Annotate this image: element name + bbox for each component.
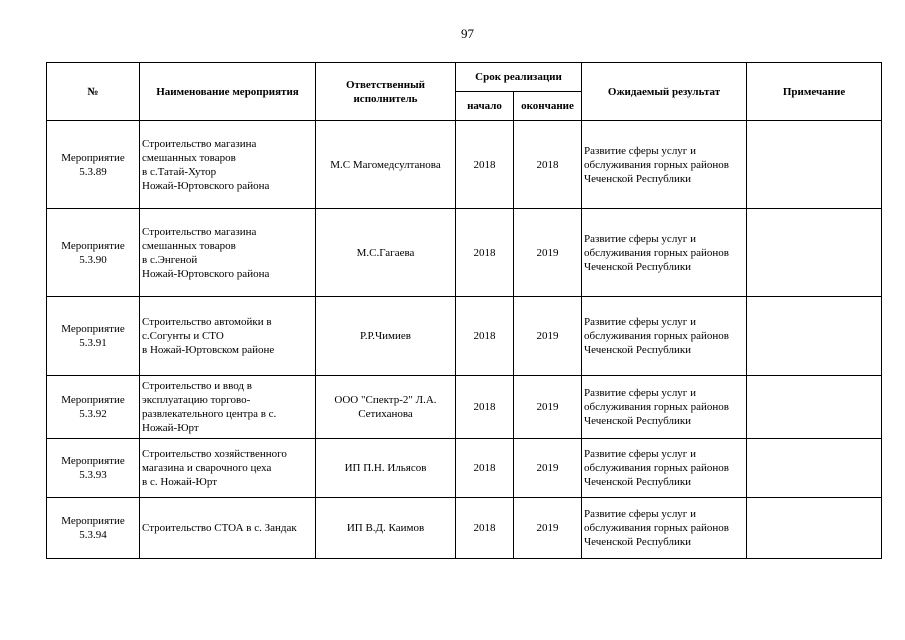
measure-name-line: магазина и сварочного цеха bbox=[142, 462, 272, 474]
measure-label: Мероприятие bbox=[61, 151, 125, 164]
measure-number-cell bbox=[47, 209, 140, 297]
measure-label: Мероприятие bbox=[61, 323, 125, 335]
measure-number-cell bbox=[47, 498, 140, 559]
table-row bbox=[47, 209, 882, 297]
measure-label: Мероприятие bbox=[61, 455, 125, 467]
result-line: Развитие сферы услуг и bbox=[584, 448, 696, 460]
table-row bbox=[47, 498, 882, 559]
responsible-cell: ИП В.Д. Каимов bbox=[316, 498, 456, 559]
page-number: 97 bbox=[461, 26, 474, 41]
start-year-cell: 2018 bbox=[456, 439, 514, 498]
note-cell bbox=[747, 376, 882, 439]
measure-name-line: эксплуатацию торгово- bbox=[142, 394, 251, 406]
result-line: обслуживания горных районов bbox=[584, 401, 729, 413]
measure-code: 5.3.94 bbox=[79, 529, 107, 541]
measure-code: 5.3.93 bbox=[79, 469, 107, 481]
responsible-cell: М.С.Гагаева bbox=[316, 209, 456, 297]
measure-name-line: смешанных товаров bbox=[142, 151, 236, 164]
start-year-cell: 2018 bbox=[456, 297, 514, 376]
result-line: Чеченской Республики bbox=[584, 415, 692, 427]
end-year-cell: 2019 bbox=[514, 376, 582, 439]
result-line: Развитие сферы услуг и bbox=[584, 387, 696, 399]
note-cell bbox=[747, 297, 882, 376]
result-line: Развитие сферы услуг и bbox=[584, 508, 696, 520]
start-year-cell: 2018 bbox=[456, 498, 514, 559]
end-year-cell: 2019 bbox=[514, 297, 582, 376]
result-line: Чеченской Республики bbox=[584, 344, 692, 356]
result-cell bbox=[582, 209, 747, 297]
result-line: обслуживания горных районов bbox=[584, 522, 729, 534]
end-year-cell: 2019 bbox=[514, 439, 582, 498]
result-line: Развитие сферы услуг и bbox=[584, 144, 696, 157]
measure-name-cell bbox=[140, 498, 316, 559]
result-line: обслуживания горных районов bbox=[584, 462, 729, 474]
result-line: обслуживания горных районов bbox=[584, 330, 729, 342]
measure-code: 5.3.92 bbox=[79, 408, 107, 420]
measure-name-line: Ножай-Юрт bbox=[142, 422, 199, 434]
measure-name-line: Строительство магазина bbox=[142, 225, 257, 238]
measure-number-cell bbox=[47, 121, 140, 209]
start-year-cell: 2018 bbox=[456, 121, 514, 209]
end-year-cell: 2019 bbox=[514, 209, 582, 297]
measure-name-line: Строительство хозяйственного bbox=[142, 448, 287, 460]
header-end: окончание bbox=[514, 92, 582, 121]
responsible-cell: Р.Р.Чимиев bbox=[316, 297, 456, 376]
header-responsible: Ответственный исполнитель bbox=[316, 63, 456, 121]
note-cell bbox=[747, 439, 882, 498]
table-header-row bbox=[47, 63, 882, 92]
header-note: Примечание bbox=[747, 63, 882, 121]
measure-label: Мероприятие bbox=[61, 239, 125, 252]
measure-name-line: в с.Энгеной bbox=[142, 253, 198, 266]
measure-name-cell bbox=[140, 376, 316, 439]
header-result: Ожидаемый результат bbox=[582, 63, 747, 121]
measure-name-line: развлекательного центра в с. bbox=[142, 408, 277, 420]
result-line: Развитие сферы услуг и bbox=[584, 316, 696, 328]
measure-name-line: Ножай-Юртовского района bbox=[142, 179, 270, 192]
measure-code: 5.3.90 bbox=[79, 253, 107, 266]
header-start: начало bbox=[456, 92, 514, 121]
table-row bbox=[47, 439, 882, 498]
measure-code: 5.3.89 bbox=[79, 165, 107, 178]
measure-name-line: в с.Татай-Хутор bbox=[142, 165, 217, 178]
result-cell bbox=[582, 297, 747, 376]
result-line: Чеченской Республики bbox=[584, 260, 692, 273]
measure-name-line: Строительство магазина bbox=[142, 137, 257, 150]
result-cell bbox=[582, 439, 747, 498]
result-line: обслуживания горных районов bbox=[584, 246, 729, 259]
end-year-cell: 2018 bbox=[514, 121, 582, 209]
responsible-cell: ООО "Спектр-2" Л.А. Сетиханова bbox=[316, 376, 456, 439]
measure-name-line: Ножай-Юртовского района bbox=[142, 267, 270, 280]
result-line: Развитие сферы услуг и bbox=[584, 232, 696, 245]
measure-name-cell bbox=[140, 121, 316, 209]
measure-code: 5.3.91 bbox=[79, 337, 107, 349]
result-cell bbox=[582, 376, 747, 439]
measure-number-cell bbox=[47, 439, 140, 498]
table-row bbox=[47, 376, 882, 439]
measure-label: Мероприятие bbox=[61, 515, 125, 527]
measure-name-line: Строительство и ввод в bbox=[142, 380, 252, 392]
table-row bbox=[47, 297, 882, 376]
result-line: Чеченской Республики bbox=[584, 536, 692, 548]
measure-name-cell bbox=[140, 439, 316, 498]
header-num: № bbox=[47, 63, 140, 121]
measure-label: Мероприятие bbox=[61, 394, 125, 406]
measure-name-line: в с. Ножай-Юрт bbox=[142, 476, 217, 488]
result-cell bbox=[582, 498, 747, 559]
result-cell bbox=[582, 121, 747, 209]
measure-name-cell bbox=[140, 209, 316, 297]
measure-name-line: в Ножай-Юртовском районе bbox=[142, 344, 275, 356]
header-period: Срок реализации bbox=[456, 63, 582, 92]
responsible-cell: М.С Магомедсултанова bbox=[316, 121, 456, 209]
header-name: Наименование мероприятия bbox=[140, 63, 316, 121]
measure-name-cell bbox=[140, 297, 316, 376]
measure-name-line: смешанных товаров bbox=[142, 239, 236, 252]
result-line: Чеченской Республики bbox=[584, 476, 692, 488]
start-year-cell: 2018 bbox=[456, 376, 514, 439]
measures-table bbox=[46, 62, 882, 559]
result-line: Чеченской Республики bbox=[584, 172, 692, 185]
table-row bbox=[47, 121, 882, 209]
start-year-cell: 2018 bbox=[456, 209, 514, 297]
responsible-cell: ИП П.Н. Ильясов bbox=[316, 439, 456, 498]
measure-name-line: Строительство СТОА в с. Зандак bbox=[142, 522, 297, 534]
note-cell bbox=[747, 209, 882, 297]
measure-name-line: Строительство автомойки в bbox=[142, 316, 272, 328]
end-year-cell: 2019 bbox=[514, 498, 582, 559]
measure-number-cell bbox=[47, 297, 140, 376]
measure-name-line: с.Согунты и СТО bbox=[142, 330, 224, 342]
measure-number-cell bbox=[47, 376, 140, 439]
note-cell bbox=[747, 498, 882, 559]
note-cell bbox=[747, 121, 882, 209]
result-line: обслуживания горных районов bbox=[584, 158, 729, 171]
